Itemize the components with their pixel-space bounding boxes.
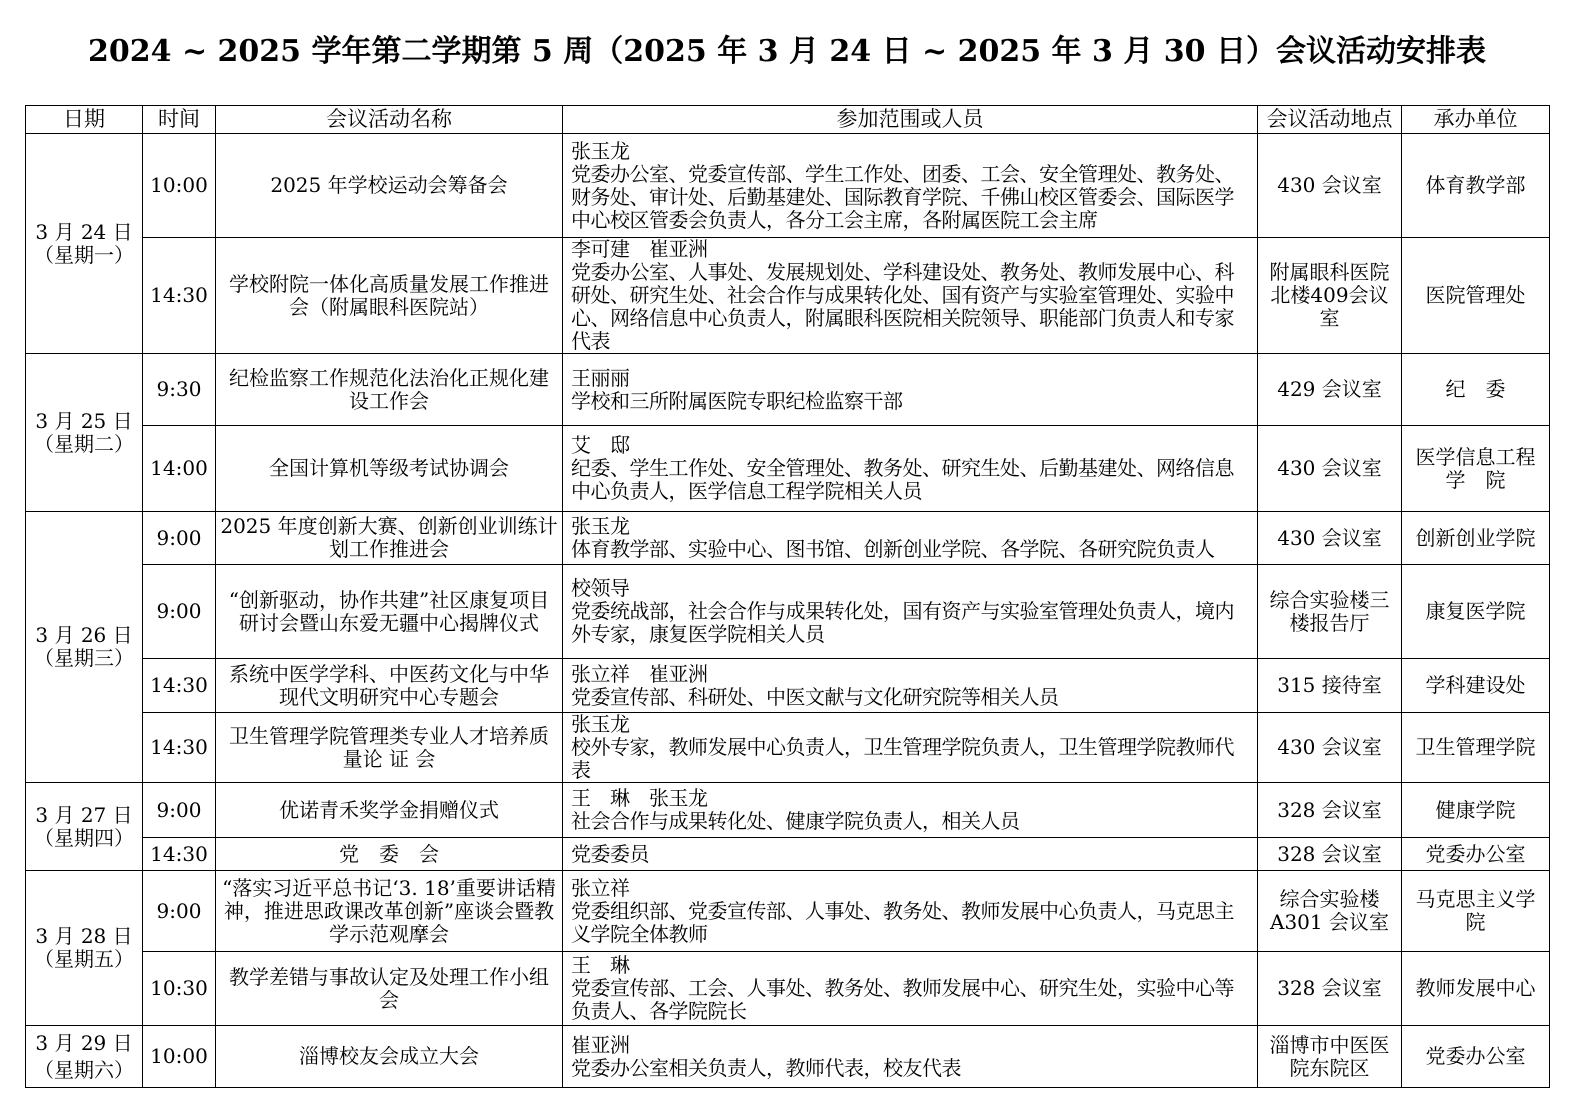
lead-person: 崔亚洲	[571, 1032, 630, 1057]
location-cell: 综合实验楼A301 会议室	[1258, 871, 1402, 952]
date-cell	[26, 783, 143, 871]
host-cell: 纪 委	[1402, 354, 1550, 426]
participants-text: 党委办公室、人事处、发展规划处、学科建设处、教务处、教师发展中心、科研处、研究生处、社会合作与成果转化处、国有资产与实验室管理处、实验中心、网络信息中心负责人，附属眼科医院相关院领导、职能部门负责人和专家代表	[571, 260, 1234, 353]
location-cell: 430 会议室	[1258, 426, 1402, 512]
host-cell: 健康学院	[1402, 783, 1550, 838]
date-cell	[26, 871, 143, 1026]
time-cell: 14:30	[143, 659, 216, 713]
event-name: 卫生管理学院管理类专业人才培养质量论 证 会	[216, 713, 563, 783]
participants-text: 纪委、学生工作处、安全管理处、教务处、研究生处、后勤基建处、网络信息中心负责人，医学信息工程学院相关人员	[571, 456, 1234, 503]
weekday-label: （星期四）	[34, 825, 134, 850]
event-name: 全国计算机等级考试协调会	[216, 426, 563, 512]
host-cell: 医院管理处	[1402, 238, 1550, 354]
location-cell: 430 会议室	[1258, 134, 1402, 238]
header-row	[26, 106, 1550, 134]
event-name: 淄博校友会成立大会	[216, 1026, 563, 1088]
table-row	[26, 238, 1550, 354]
header-location: 会议活动地点	[1258, 106, 1402, 134]
participants-cell	[563, 1026, 1258, 1088]
header-time: 时间	[143, 106, 216, 134]
event-name: “落实习近平总书记‘3. 18’重要讲话精神，推进思政课改革创新”座谈会暨教学示范观摩会	[216, 871, 563, 952]
lead-person: 张立祥 崔亚洲	[571, 661, 708, 686]
event-name: 系统中医学学科、中医药文化与中华现代文明研究中心专题会	[216, 659, 563, 713]
participants-text: 党委统战部，社会合作与成果转化处，国有资产与实验室管理处负责人，境内外专家，康复医学院相关人员	[571, 599, 1234, 646]
date-label: 3 月 27 日	[35, 802, 133, 827]
host-cell: 康复医学院	[1402, 565, 1550, 659]
time-cell: 14:30	[143, 713, 216, 783]
date-cell	[26, 512, 143, 783]
event-name: 教学差错与事故认定及处理工作小组会	[216, 952, 563, 1026]
table-row	[26, 783, 1550, 838]
time-cell: 9:00	[143, 512, 216, 565]
participants-cell	[563, 354, 1258, 426]
lead-person: 李可建 崔亚洲	[571, 237, 708, 261]
participants-text: 党委办公室相关负责人，教师代表，校友代表	[571, 1055, 961, 1080]
time-cell: 9:00	[143, 565, 216, 659]
lead-person: 张玉龙	[571, 712, 630, 736]
header-name: 会议活动名称	[216, 106, 563, 134]
participants-text: 学校和三所附属医院专职纪检监察干部	[571, 388, 903, 413]
participants-cell	[563, 783, 1258, 838]
time-cell: 14:30	[143, 238, 216, 354]
table-row	[26, 1026, 1550, 1088]
weekday-label: （星期一）	[34, 242, 134, 267]
event-name: “创新驱动，协作共建”社区康复项目研讨会暨山东爱无疆中心揭牌仪式	[216, 565, 563, 659]
table-row	[26, 426, 1550, 512]
time-cell: 9:00	[143, 783, 216, 838]
date-cell	[26, 1026, 143, 1088]
table-row	[26, 871, 1550, 952]
participants-cell	[563, 426, 1258, 512]
location-cell: 315 接待室	[1258, 659, 1402, 713]
table-row	[26, 134, 1550, 238]
host-cell: 党委办公室	[1402, 1026, 1550, 1088]
participants-cell	[563, 512, 1258, 565]
host-cell: 创新创业学院	[1402, 512, 1550, 565]
host-cell: 卫生管理学院	[1402, 713, 1550, 783]
participants-text: 党委宣传部、工会、人事处、教务处、教师发展中心、研究生处，实验中心等负责人、各学院院长	[571, 976, 1234, 1023]
participants-cell	[563, 238, 1258, 354]
event-name: 2025 年学校运动会筹备会	[216, 134, 563, 238]
date-label: 3 月 26 日	[35, 623, 133, 647]
table-row	[26, 512, 1550, 565]
participants-cell	[563, 659, 1258, 713]
participants-text: 体育教学部、实验中心、图书馆、创新创业学院、各学院、各研究院负责人	[571, 537, 1215, 561]
weekday-label: （星期二）	[34, 431, 134, 456]
participants-text: 社会合作与成果转化处、健康学院负责人，相关人员	[571, 809, 1020, 833]
lead-person: 王丽丽	[571, 365, 630, 390]
event-name: 学校附院一体化高质量发展工作推进会（附属眼科医院站）	[216, 238, 563, 354]
table-row	[26, 354, 1550, 426]
table-row	[26, 659, 1550, 713]
participants-text: 党委办公室、党委宣传部、学生工作处、团委、工会、安全管理处、教务处、财务处、审计处、后勤基建处、国际教育学院、千佛山校区管委会、国际医学中心校区管委会负责人，各分工会主席，各附属医院工会主席	[571, 161, 1234, 232]
time-cell: 10:00	[143, 134, 216, 238]
page-title: 2024 ~ 2025 学年第二学期第 5 周（2025 年 3 月 24 日 ~ 2025 年 3 月 30 日）会议活动安排表	[88, 34, 1486, 69]
location-cell: 429 会议室	[1258, 354, 1402, 426]
lead-person: 王 琳	[571, 953, 630, 977]
event-name: 优诺青禾奖学金捐赠仪式	[216, 783, 563, 838]
host-cell: 教师发展中心	[1402, 952, 1550, 1026]
weekday-label: （星期六）	[34, 1057, 134, 1082]
lead-person: 张玉龙	[571, 138, 630, 163]
participants-cell	[563, 838, 1258, 871]
location-cell: 328 会议室	[1258, 838, 1402, 871]
lead-person: 校领导	[571, 576, 630, 600]
time-cell: 9:30	[143, 354, 216, 426]
lead-person: 党委委员	[571, 841, 649, 866]
time-cell: 14:30	[143, 838, 216, 871]
participants-cell	[563, 713, 1258, 783]
lead-person: 王 琳 张玉龙	[571, 786, 708, 810]
date-label: 3 月 29 日	[35, 1030, 133, 1055]
time-cell: 10:30	[143, 952, 216, 1026]
host-cell: 党委办公室	[1402, 838, 1550, 871]
header-date: 日期	[26, 106, 143, 134]
table-row	[26, 838, 1550, 871]
location-cell: 附属眼科医院北楼409会议室	[1258, 238, 1402, 354]
date-label: 3 月 25 日	[35, 408, 133, 433]
participants-cell	[563, 565, 1258, 659]
host-cell: 学科建设处	[1402, 659, 1550, 713]
lead-person: 艾 邸	[571, 433, 630, 457]
participants-cell	[563, 952, 1258, 1026]
schedule-table	[25, 105, 1556, 1088]
time-cell: 9:00	[143, 871, 216, 952]
lead-person: 张玉龙	[571, 514, 630, 538]
participants-cell	[563, 871, 1258, 952]
date-label: 3 月 24 日	[35, 219, 133, 244]
weekday-label: （星期三）	[34, 646, 134, 670]
location-cell: 430 会议室	[1258, 512, 1402, 565]
host-cell: 医学信息工程学 院	[1402, 426, 1550, 512]
table-row	[26, 952, 1550, 1026]
table-row	[26, 565, 1550, 659]
header-host: 承办单位	[1402, 106, 1550, 134]
location-cell: 淄博市中医医院东院区	[1258, 1026, 1402, 1088]
date-cell	[26, 354, 143, 512]
host-cell: 马克思主义学 院	[1402, 871, 1550, 952]
time-cell: 10:00	[143, 1026, 216, 1088]
participants-text: 党委宣传部、科研处、中医文献与文化研究院等相关人员	[571, 684, 1059, 709]
table-row	[26, 713, 1550, 783]
date-label: 3 月 28 日	[35, 924, 133, 948]
event-name: 2025 年度创新大赛、创新创业训练计划工作推进会	[216, 512, 563, 565]
location-cell: 328 会议室	[1258, 783, 1402, 838]
date-cell	[26, 134, 143, 354]
participants-cell	[563, 134, 1258, 238]
location-cell: 328 会议室	[1258, 952, 1402, 1026]
lead-person: 张立祥	[571, 875, 630, 900]
event-name: 党 委 会	[216, 838, 563, 871]
event-name: 纪检监察工作规范化法治化正规化建设工作会	[216, 354, 563, 426]
participants-text: 校外专家，教师发展中心负责人，卫生管理学院负责人，卫生管理学院教师代表	[571, 735, 1234, 782]
header-people: 参加范围或人员	[563, 106, 1258, 134]
participants-text: 党委组织部、党委宣传部、人事处、教务处、教师发展中心负责人，马克思主义学院全体教师	[571, 898, 1234, 946]
location-cell: 430 会议室	[1258, 713, 1402, 783]
location-cell: 综合实验楼三楼报告厅	[1258, 565, 1402, 659]
weekday-label: （星期五）	[34, 947, 134, 971]
host-cell: 体育教学部	[1402, 134, 1550, 238]
time-cell: 14:00	[143, 426, 216, 512]
